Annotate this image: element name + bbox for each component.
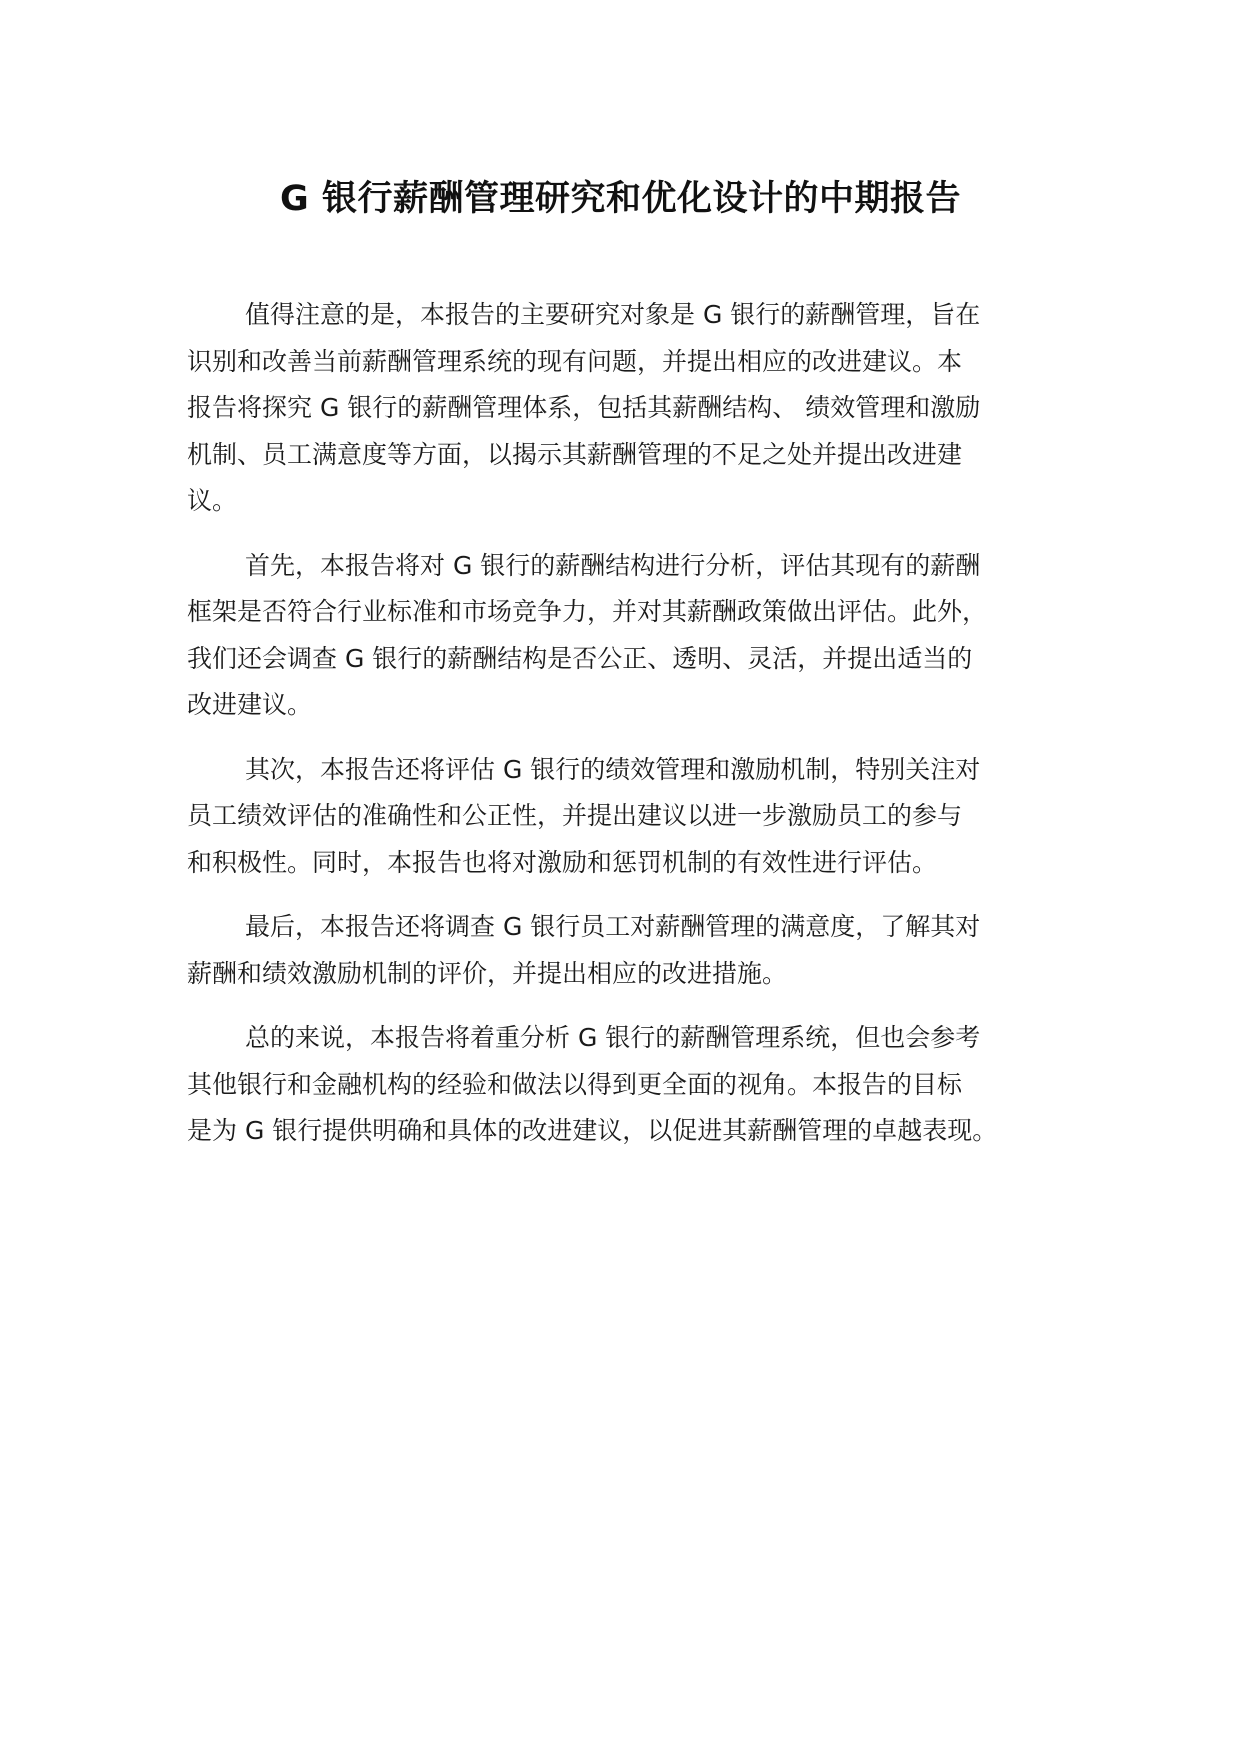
paragraph-line: 改进建议。 bbox=[187, 690, 313, 719]
paragraph-line: 机制、员工满意度等方面，以揭示其薪酬管理的不足之处并提出改进建 bbox=[187, 439, 963, 469]
paragraph-line: 和积极性。同时，本报告也将对激励和惩罚机制的有效性进行评估。 bbox=[187, 847, 938, 877]
paragraph-line: 首先，本报告将对 G 银行的薪酬结构进行分析，评估其现有的薪酬 bbox=[245, 550, 981, 580]
paragraph-line: 总的来说，本报告将着重分析 G 银行的薪酬管理系统，但也会参考 bbox=[245, 1023, 981, 1052]
paragraph-line: 议。 bbox=[187, 486, 238, 515]
paragraph-line: 值得注意的是，本报告的主要研究对象是 G 银行的薪酬管理，旨在 bbox=[245, 300, 981, 329]
paragraph-line: 我们还会调查 G 银行的薪酬结构是否公正、透明、灵活，并提出适当的 bbox=[187, 643, 973, 673]
paragraph-line: 员工绩效评估的准确性和公正性，并提出建议以进一步激励员工的参与 bbox=[187, 801, 963, 830]
paragraph-line: 其次，本报告还将评估 G 银行的绩效管理和激励机制，特别关注对 bbox=[245, 754, 981, 784]
paragraph-line: 识别和改善当前薪酬管理系统的现有问题，并提出相应的改进建议。本 bbox=[187, 346, 963, 376]
document-body bbox=[187, 292, 1062, 1173]
paragraph-3 bbox=[187, 747, 1062, 887]
paragraph-1 bbox=[187, 292, 1062, 525]
paragraph-4 bbox=[187, 904, 1062, 997]
paragraph-line: 框架是否符合行业标准和市场竞争力，并对其薪酬政策做出评估。此外， bbox=[187, 597, 988, 626]
paragraph-2 bbox=[187, 543, 1062, 729]
paragraph-5 bbox=[187, 1015, 1062, 1155]
paragraph-line: 报告将探究 G 银行的薪酬管理体系，包括其薪酬结构、 绩效管理和激励 bbox=[187, 393, 981, 422]
paragraph-line: 是为 G 银行提供明确和具体的改进建议，以促进其薪酬管理的卓越表现。 bbox=[187, 1116, 998, 1145]
paragraph-line: 薪酬和绩效激励机制的评价，并提出相应的改进措施。 bbox=[187, 958, 788, 988]
document-title: G 银行薪酬管理研究和优化设计的中期报告 bbox=[280, 179, 961, 219]
paragraph-line: 其他银行和金融机构的经验和做法以得到更全面的视角。本报告的目标 bbox=[187, 1069, 963, 1099]
paragraph-line: 最后，本报告还将调查 G 银行员工对薪酬管理的满意度，了解其对 bbox=[245, 912, 981, 941]
